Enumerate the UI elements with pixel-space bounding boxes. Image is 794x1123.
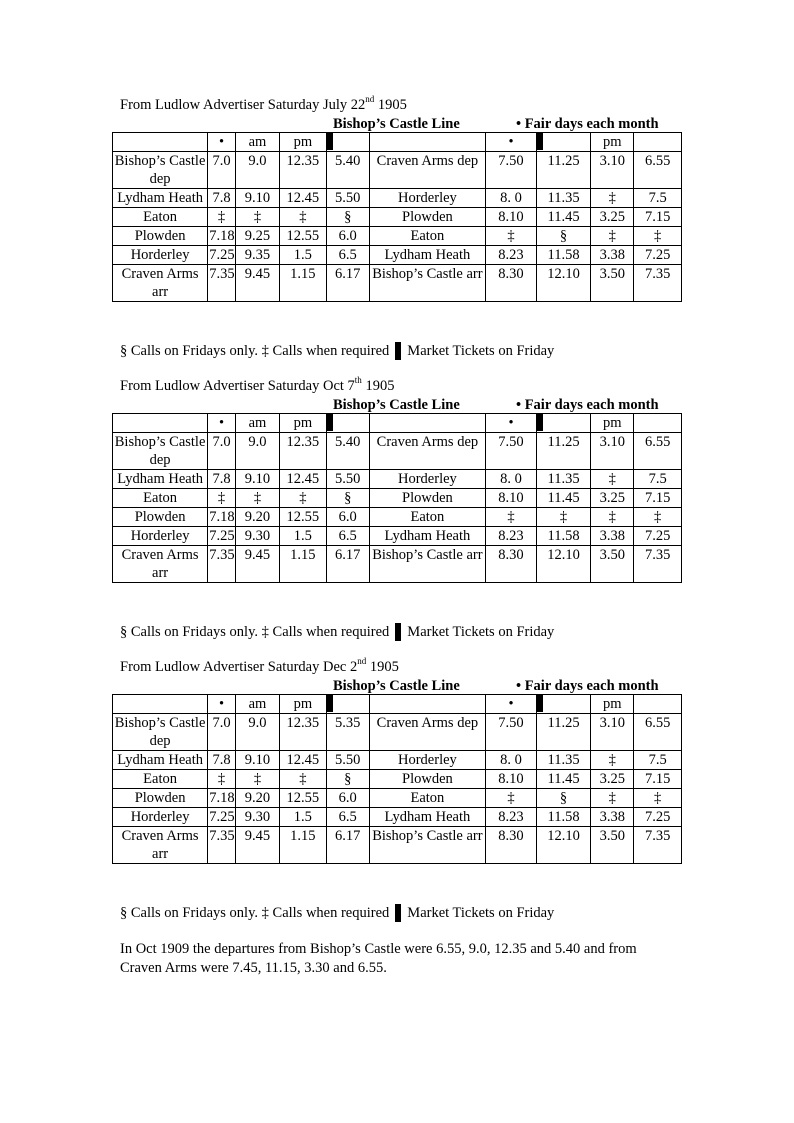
station-name-cell: Eaton — [113, 208, 208, 227]
station-name-cell: Horderley — [113, 246, 208, 265]
time-cell: 7.35 — [634, 546, 682, 583]
source-heading-year: 1905 — [374, 97, 407, 113]
station-name-cell: Eaton — [113, 489, 208, 508]
table-row — [113, 470, 682, 489]
time-cell: 6.5 — [326, 808, 369, 827]
source-heading-year: 1905 — [366, 659, 399, 675]
time-cell: 7.50 — [486, 152, 537, 189]
station-name-cell: Horderley — [369, 470, 485, 489]
time-cell: 3.25 — [591, 208, 634, 227]
source-heading — [120, 656, 399, 676]
table-row — [113, 808, 682, 827]
market-day-marker-cell — [326, 695, 369, 714]
header-cell: • — [486, 695, 537, 714]
time-cell: 9.10 — [235, 189, 279, 208]
time-cell: 7.8 — [208, 470, 236, 489]
time-cell: 7.25 — [634, 808, 682, 827]
station-name-cell: Plowden — [113, 227, 208, 246]
footnote-market-tickets: Market Tickets on Friday — [407, 343, 555, 359]
time-cell: 3.10 — [591, 714, 634, 751]
market-day-marker-cell — [536, 414, 590, 433]
source-heading — [120, 94, 407, 114]
time-cell: 9.30 — [235, 808, 279, 827]
fair-days-note: • Fair days each month — [516, 116, 659, 132]
station-name-cell: Bishop’s Castle arr — [369, 546, 485, 583]
date-ordinal-suffix: nd — [357, 656, 367, 667]
station-name-cell: Horderley — [113, 527, 208, 546]
time-cell: 12.10 — [536, 827, 590, 864]
station-name-cell: Horderley — [369, 189, 485, 208]
time-cell: 7.35 — [634, 827, 682, 864]
station-name-cell: Bishop’s Castle dep — [113, 152, 208, 189]
date-ordinal-suffix: nd — [365, 94, 375, 105]
time-cell: ‡ — [235, 770, 279, 789]
time-cell: 9.30 — [235, 527, 279, 546]
station-name-cell: Bishop’s Castle dep — [113, 714, 208, 751]
station-name-cell: Eaton — [369, 227, 485, 246]
time-cell: 6.55 — [634, 152, 682, 189]
time-cell: 7.15 — [634, 770, 682, 789]
time-cell: 8.10 — [486, 208, 537, 227]
table-row — [113, 827, 682, 864]
header-cell: pm — [280, 133, 326, 152]
time-cell: 11.45 — [536, 770, 590, 789]
header-cell-blank — [113, 695, 208, 714]
market-day-marker-icon — [327, 695, 333, 712]
time-cell: 9.45 — [235, 827, 279, 864]
timetable — [112, 694, 682, 864]
time-cell: 9.10 — [235, 470, 279, 489]
footnote-line — [120, 623, 554, 641]
time-cell: 6.0 — [326, 227, 369, 246]
time-cell: 5.50 — [326, 470, 369, 489]
market-day-marker-icon — [537, 133, 543, 150]
time-cell: 9.0 — [235, 152, 279, 189]
header-cell: pm — [280, 695, 326, 714]
station-name-cell: Lydham Heath — [113, 470, 208, 489]
header-cell: • — [208, 414, 236, 433]
time-cell: 7.5 — [634, 751, 682, 770]
station-name-cell: Craven Arms dep — [369, 433, 485, 470]
time-cell: § — [536, 227, 590, 246]
time-cell: ‡ — [591, 227, 634, 246]
time-cell: 12.35 — [280, 714, 326, 751]
time-cell: 11.45 — [536, 208, 590, 227]
market-day-marker-cell — [536, 695, 590, 714]
table-row — [113, 189, 682, 208]
time-cell: 9.45 — [235, 546, 279, 583]
station-name-cell: Craven Arms arr — [113, 827, 208, 864]
time-cell: ‡ — [235, 489, 279, 508]
time-cell: 3.50 — [591, 265, 634, 302]
time-cell: 11.45 — [536, 489, 590, 508]
time-cell: 9.0 — [235, 433, 279, 470]
header-cell: am — [235, 133, 279, 152]
line-title: Bishop’s Castle Line — [333, 678, 460, 694]
line-title: Bishop’s Castle Line — [333, 397, 460, 413]
station-name-cell: Plowden — [369, 489, 485, 508]
time-cell: 8.30 — [486, 546, 537, 583]
footnote-market-tickets: Market Tickets on Friday — [407, 905, 555, 921]
station-name-cell: Plowden — [369, 208, 485, 227]
time-cell: 7.15 — [634, 489, 682, 508]
time-cell: ‡ — [591, 751, 634, 770]
time-cell: 1.15 — [280, 546, 326, 583]
table-row — [113, 770, 682, 789]
time-cell: 7.25 — [634, 527, 682, 546]
header-cell: • — [486, 133, 537, 152]
station-name-cell: Lydham Heath — [113, 189, 208, 208]
time-cell: ‡ — [634, 227, 682, 246]
time-cell: ‡ — [486, 789, 537, 808]
timetable-header-row — [113, 133, 682, 152]
table-row — [113, 227, 682, 246]
time-cell: ‡ — [591, 789, 634, 808]
time-cell: ‡ — [280, 770, 326, 789]
time-cell: ‡ — [280, 208, 326, 227]
time-cell: 7.50 — [486, 433, 537, 470]
time-cell: ‡ — [634, 508, 682, 527]
station-name-cell: Lydham Heath — [369, 527, 485, 546]
market-day-marker-icon — [327, 414, 333, 431]
timetable — [112, 132, 682, 302]
time-cell: 5.50 — [326, 189, 369, 208]
time-cell: 1.5 — [280, 808, 326, 827]
market-day-marker-cell — [326, 414, 369, 433]
time-cell: 9.0 — [235, 714, 279, 751]
header-cell: • — [208, 133, 236, 152]
time-cell: 6.5 — [326, 527, 369, 546]
time-cell: 7.35 — [208, 546, 236, 583]
market-day-marker-icon — [395, 342, 401, 360]
time-cell: 7.25 — [209, 809, 235, 825]
time-cell: 11.25 — [536, 714, 590, 751]
time-cell: 9.35 — [235, 246, 279, 265]
footnote-symbols: § Calls on Fridays only. ‡ Calls when required — [120, 343, 390, 359]
table-row — [113, 546, 682, 583]
time-cell: 12.55 — [280, 508, 326, 527]
market-day-marker-icon — [537, 414, 543, 431]
footnote-symbols: § Calls on Fridays only. ‡ Calls when required — [120, 624, 390, 640]
time-cell: 12.55 — [280, 227, 326, 246]
time-cell: 7.35 — [634, 265, 682, 302]
header-cell: am — [235, 695, 279, 714]
time-cell: 11.35 — [536, 470, 590, 489]
table-row — [113, 265, 682, 302]
fair-days-note: • Fair days each month — [516, 678, 659, 694]
header-cell: pm — [591, 414, 634, 433]
time-cell: ‡ — [208, 489, 236, 508]
station-name-cell: Plowden — [369, 770, 485, 789]
time-cell: 1.15 — [280, 827, 326, 864]
time-cell: 7.35 — [208, 265, 236, 302]
time-cell: 3.38 — [591, 808, 634, 827]
timetable-header-row — [113, 414, 682, 433]
station-name-cell: Bishop’s Castle arr — [369, 265, 485, 302]
station-name-cell: Bishop’s Castle arr — [369, 827, 485, 864]
table-row — [113, 489, 682, 508]
time-cell: 6.55 — [634, 714, 682, 751]
time-cell: 9.45 — [235, 265, 279, 302]
time-cell: 8. 0 — [486, 470, 537, 489]
time-cell: 6.17 — [326, 827, 369, 864]
time-cell: ‡ — [486, 508, 537, 527]
table-row — [113, 433, 682, 470]
table-row — [113, 714, 682, 751]
time-cell: 8. 0 — [486, 751, 537, 770]
market-day-marker-icon — [395, 904, 401, 922]
time-cell: 12.45 — [280, 189, 326, 208]
time-cell: 3.50 — [591, 827, 634, 864]
time-cell: ‡ — [280, 489, 326, 508]
time-cell: 7.0 — [208, 433, 236, 470]
time-cell: ‡ — [486, 227, 537, 246]
station-name-cell: Lydham Heath — [113, 751, 208, 770]
time-cell: ‡ — [591, 508, 634, 527]
time-cell: 8.30 — [486, 827, 537, 864]
header-cell-blank — [113, 133, 208, 152]
time-cell: 12.10 — [536, 546, 590, 583]
time-cell: 11.58 — [536, 527, 590, 546]
time-cell: 7.18 — [209, 790, 235, 806]
source-heading — [120, 375, 395, 395]
header-cell: pm — [280, 414, 326, 433]
line-subheading — [112, 678, 682, 694]
time-cell: ‡ — [536, 508, 590, 527]
station-name-cell: Eaton — [369, 508, 485, 527]
time-cell: 12.35 — [280, 433, 326, 470]
time-cell: 3.38 — [591, 246, 634, 265]
time-cell: 9.20 — [235, 508, 279, 527]
time-cell: 3.25 — [591, 770, 634, 789]
time-cell: 7.8 — [208, 751, 236, 770]
time-cell: 7.25 — [209, 247, 235, 263]
footnote-symbols: § Calls on Fridays only. ‡ Calls when required — [120, 905, 390, 921]
date-ordinal-suffix: th — [354, 375, 362, 386]
table-row — [113, 246, 682, 265]
time-cell: 6.55 — [634, 433, 682, 470]
time-cell: ‡ — [591, 189, 634, 208]
time-cell: 12.35 — [280, 152, 326, 189]
header-cell-blank — [369, 133, 485, 152]
time-cell: 6.17 — [326, 546, 369, 583]
time-cell: 12.45 — [280, 470, 326, 489]
time-cell: 3.10 — [591, 433, 634, 470]
time-cell: 7.5 — [634, 189, 682, 208]
line-subheading — [112, 397, 682, 413]
time-cell: 6.0 — [326, 789, 369, 808]
timetable-header-row — [113, 695, 682, 714]
table-row — [113, 789, 682, 808]
footnote-line — [120, 904, 554, 922]
time-cell: 8.23 — [486, 527, 537, 546]
time-cell: 5.35 — [326, 714, 369, 751]
footnote-market-tickets: Market Tickets on Friday — [407, 624, 555, 640]
station-name-cell: Craven Arms dep — [369, 152, 485, 189]
time-cell: § — [326, 489, 369, 508]
time-cell: 1.5 — [280, 527, 326, 546]
time-cell: ‡ — [591, 470, 634, 489]
time-cell: 8.10 — [486, 770, 537, 789]
time-cell: 5.40 — [326, 433, 369, 470]
header-cell-blank — [369, 414, 485, 433]
station-name-cell: Craven Arms arr — [113, 265, 208, 302]
station-name-cell: Lydham Heath — [369, 808, 485, 827]
header-cell: • — [486, 414, 537, 433]
header-cell: • — [208, 695, 236, 714]
time-cell: 7.35 — [208, 827, 236, 864]
time-cell: ‡ — [235, 208, 279, 227]
source-heading-text: From Ludlow Advertiser Saturday July 22 — [120, 97, 366, 113]
time-cell: 7.15 — [634, 208, 682, 227]
time-cell: 8.23 — [486, 246, 537, 265]
fair-days-note: • Fair days each month — [516, 397, 659, 413]
time-cell: 7.0 — [208, 714, 236, 751]
time-cell: 7.8 — [208, 189, 236, 208]
time-cell: 9.10 — [235, 751, 279, 770]
time-cell: 7.25 — [209, 528, 235, 544]
table-row — [113, 527, 682, 546]
line-subheading — [112, 116, 682, 132]
station-name-cell: Bishop’s Castle dep — [113, 433, 208, 470]
time-cell: 3.38 — [591, 527, 634, 546]
header-cell: pm — [591, 133, 634, 152]
time-cell: 1.15 — [280, 265, 326, 302]
time-cell: 8. 0 — [486, 189, 537, 208]
time-cell: 6.0 — [326, 508, 369, 527]
line-title: Bishop’s Castle Line — [333, 116, 460, 132]
header-cell — [634, 133, 682, 152]
time-cell: 11.35 — [536, 189, 590, 208]
market-day-marker-cell — [536, 133, 590, 152]
time-cell: 7.0 — [208, 152, 236, 189]
header-cell — [634, 695, 682, 714]
header-cell — [634, 414, 682, 433]
time-cell: 7.50 — [486, 714, 537, 751]
table-row — [113, 208, 682, 227]
table-row — [113, 152, 682, 189]
time-cell: 7.25 — [634, 246, 682, 265]
station-name-cell: Eaton — [113, 770, 208, 789]
time-cell: 5.40 — [326, 152, 369, 189]
time-cell: § — [326, 770, 369, 789]
market-day-marker-icon — [537, 695, 543, 712]
time-cell: 7.5 — [634, 470, 682, 489]
time-cell: § — [326, 208, 369, 227]
header-cell-blank — [113, 414, 208, 433]
time-cell: 6.5 — [326, 246, 369, 265]
time-cell: ‡ — [208, 770, 236, 789]
time-cell: 11.25 — [536, 433, 590, 470]
time-cell: 12.45 — [280, 751, 326, 770]
timetable — [112, 413, 682, 583]
station-name-cell: Horderley — [369, 751, 485, 770]
market-day-marker-icon — [327, 133, 333, 150]
source-heading-text: From Ludlow Advertiser Saturday Dec 2 — [120, 659, 358, 675]
market-day-marker-cell — [326, 133, 369, 152]
time-cell: ‡ — [634, 789, 682, 808]
time-cell: 3.10 — [591, 152, 634, 189]
time-cell: 3.25 — [591, 489, 634, 508]
station-name-cell: Craven Arms dep — [369, 714, 485, 751]
station-name-cell: Craven Arms arr — [113, 546, 208, 583]
closing-paragraph: In Oct 1909 the departures from Bishop’s Castle were 6.55, 9.0, 12.35 and 5.40 and from Craven Arms were 7.45, 11.15, 3.30 and 6.55. — [120, 941, 637, 976]
header-cell-blank — [369, 695, 485, 714]
time-cell: 3.50 — [591, 546, 634, 583]
header-cell: am — [235, 414, 279, 433]
time-cell: 9.25 — [235, 227, 279, 246]
station-name-cell: Horderley — [113, 808, 208, 827]
station-name-cell: Plowden — [113, 789, 208, 808]
time-cell: 8.23 — [486, 808, 537, 827]
time-cell: 11.35 — [536, 751, 590, 770]
table-row — [113, 508, 682, 527]
time-cell: 5.50 — [326, 751, 369, 770]
time-cell: 12.10 — [536, 265, 590, 302]
time-cell: 8.10 — [486, 489, 537, 508]
time-cell: 11.58 — [536, 246, 590, 265]
header-cell: pm — [591, 695, 634, 714]
source-heading-text: From Ludlow Advertiser Saturday Oct 7 — [120, 378, 355, 394]
time-cell: 8.30 — [486, 265, 537, 302]
market-day-marker-icon — [395, 623, 401, 641]
time-cell: 11.25 — [536, 152, 590, 189]
time-cell: 9.20 — [235, 789, 279, 808]
time-cell: 11.58 — [536, 808, 590, 827]
table-row — [113, 751, 682, 770]
time-cell: § — [536, 789, 590, 808]
time-cell: 1.5 — [280, 246, 326, 265]
footnote-line — [120, 342, 554, 360]
station-name-cell: Lydham Heath — [369, 246, 485, 265]
time-cell: ‡ — [208, 208, 236, 227]
time-cell: 6.17 — [326, 265, 369, 302]
source-heading-year: 1905 — [361, 378, 395, 394]
time-cell: 7.18 — [209, 228, 235, 244]
time-cell: 7.18 — [209, 509, 235, 525]
station-name-cell: Eaton — [369, 789, 485, 808]
time-cell: 12.55 — [280, 789, 326, 808]
station-name-cell: Plowden — [113, 508, 208, 527]
